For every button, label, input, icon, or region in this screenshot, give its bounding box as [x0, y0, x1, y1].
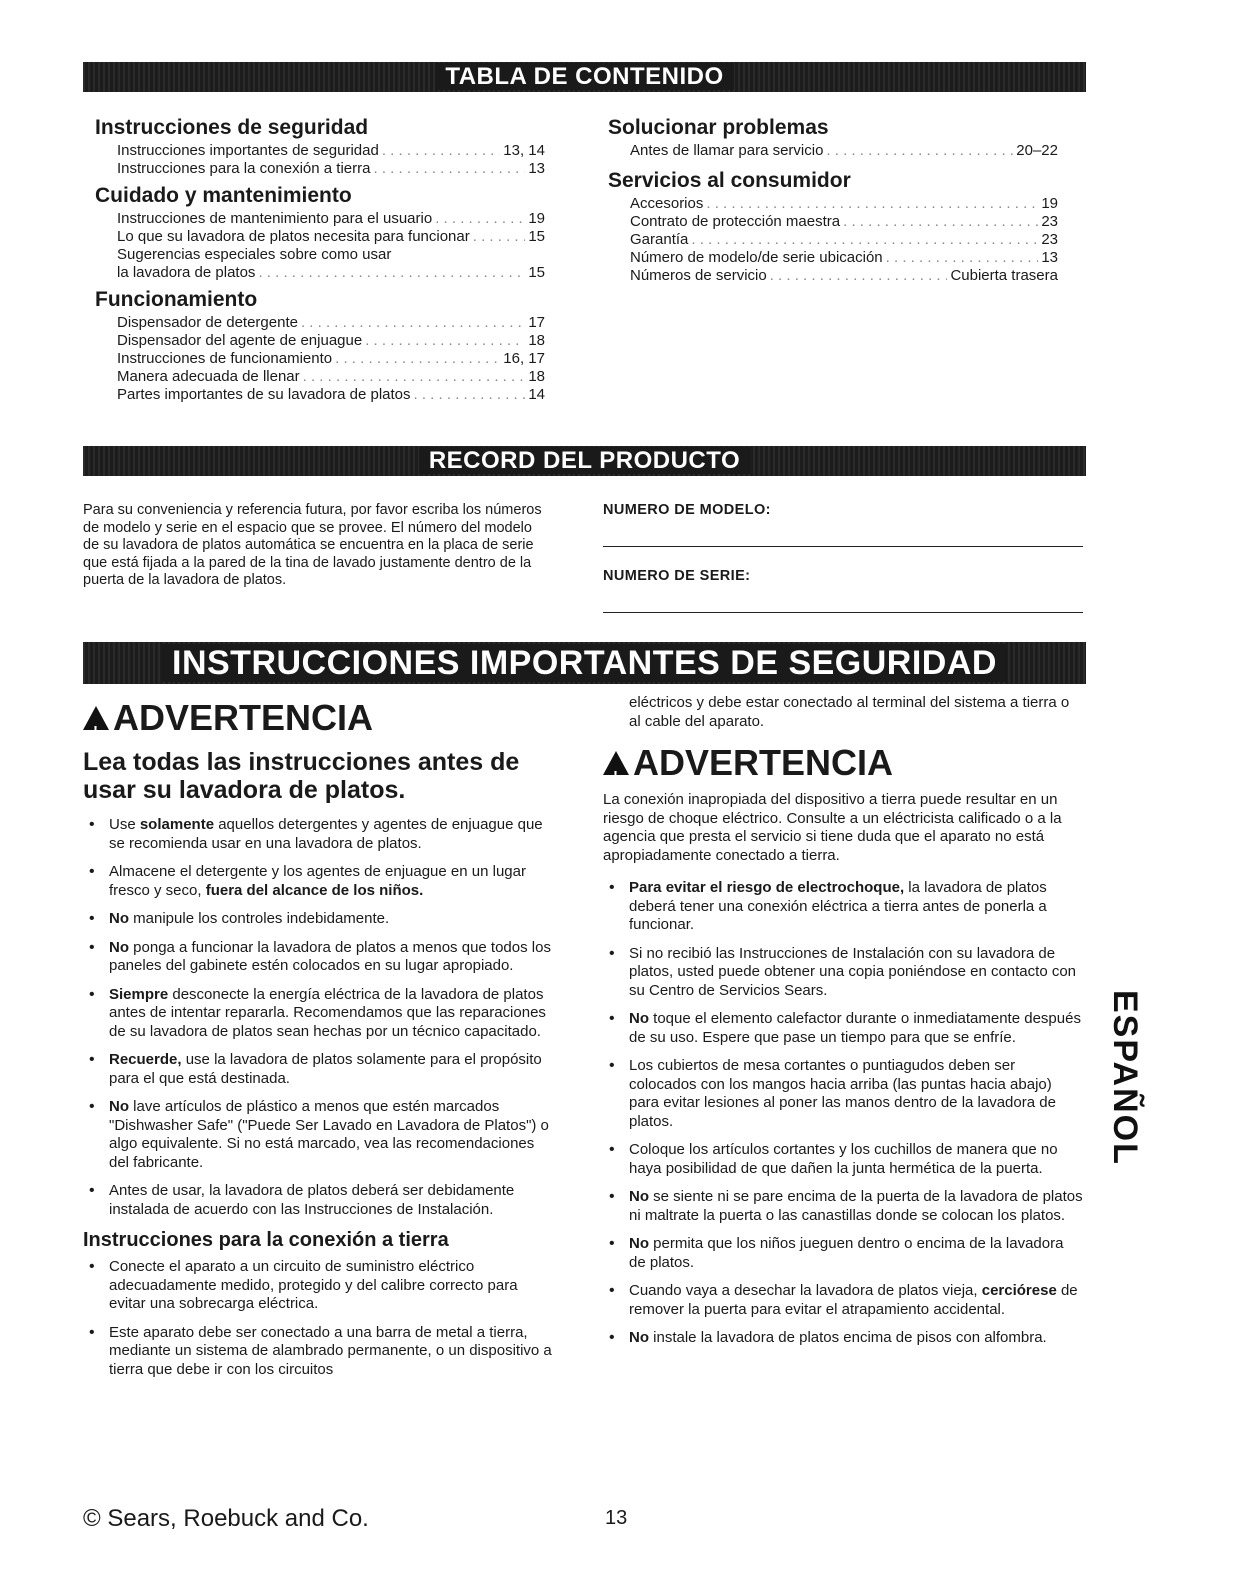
toc-entry-label: Lo que su lavadora de platos necesita para funcionar — [117, 228, 470, 245]
toc-entry — [608, 213, 1058, 231]
toc-entry-label: Número de modelo/de serie ubicación — [630, 249, 883, 266]
bullet-text: Este aparato debe ser conectado a una barra de metal a tierra, mediante un sistema de alambrado permanente, o un dispositivo a tierra que debe ir con los circuitos — [109, 1323, 552, 1378]
toc-entry-label: Partes importantes de su lavadora de platos — [117, 386, 411, 403]
bullet-item — [83, 1324, 553, 1380]
bullet-emphasis: No — [629, 1188, 649, 1205]
bullet-emphasis: No — [629, 1235, 649, 1252]
toc-leader-dots — [826, 142, 1013, 160]
bullet-item — [83, 939, 553, 976]
toc-banner-title: TABLA DE CONTENIDO — [435, 63, 733, 90]
toc-entry-page: 18 — [528, 332, 545, 349]
toc-entry-label: Instrucciones importantes de seguridad — [117, 142, 379, 159]
serial-number-label: NUMERO DE SERIE: — [603, 568, 751, 584]
toc-leader-dots — [706, 195, 1038, 213]
model-number-label: NUMERO DE MODELO: — [603, 502, 771, 518]
toc-entry-page: 23 — [1041, 231, 1058, 248]
toc-entry-label: Dispensador de detergente — [117, 314, 298, 331]
toc-entry-page: 20–22 — [1016, 142, 1058, 159]
toc-entry — [608, 142, 1058, 160]
bullet-text: toque el elemento calefactor durante o inmediatamente después de su uso. Espere que pase un tiempo para que se enfríe. — [629, 1010, 1081, 1046]
ground-bullet-list — [83, 1258, 553, 1379]
bullet-item — [83, 1258, 553, 1314]
model-number-line — [603, 546, 1083, 547]
right-warning-text: La conexión inapropiada del dispositivo a tierra puede resultar en un riesgo de choque eléctrico. Consulte a un eléctricista calificado o a la agencia que presta el servicio si tiene duda que el aparato no está apropiadamente conectado a tierra. — [603, 791, 1062, 864]
toc-entry — [95, 142, 545, 160]
right-bullet-list — [603, 879, 1083, 1348]
toc-entry — [95, 246, 545, 264]
toc-section-heading: Solucionar problemas — [608, 116, 829, 139]
bullet-text: lave artículos de plástico a menos que estén marcados "Dishwasher Safe" ("Puede Ser Lavado en Lavadora de Platos") o algo equivalente. Si no está marcado, vea las recomendaciones del fabricante. — [109, 1098, 549, 1171]
bullet-text: desconecte la energía eléctrica de la lavadora de platos antes de intentar repararla. Recomendamos que las reparaciones de su lavadora de platos sean hechas por un técnico capacitado. — [109, 985, 546, 1040]
toc-leader-dots — [303, 368, 526, 386]
toc-entry-page: 16, 17 — [503, 350, 545, 367]
warning-heading — [83, 698, 553, 738]
bullet-text: de remover la puerta para evitar el atrapamiento accidental. — [629, 1282, 1078, 1318]
toc-leader-dots — [258, 264, 525, 282]
toc-leader-dots — [691, 231, 1038, 249]
toc-entry-label: Garantía — [630, 231, 689, 248]
record-fields — [603, 502, 1083, 613]
bullet-item — [603, 1188, 1083, 1225]
record-banner-title: RECORD DEL PRODUCTO — [419, 447, 750, 474]
warning-triangle-icon — [83, 706, 109, 730]
safety-left-column — [83, 698, 553, 1389]
right-continuation: eléctricos y debe estar conectado al terminal del sistema a tierra o al cable del aparato. — [629, 694, 1070, 730]
record-banner — [83, 446, 1086, 476]
toc-entry-page: 18 — [528, 368, 545, 385]
toc-entry-page: 17 — [528, 314, 545, 331]
toc-leader-dots — [770, 267, 948, 285]
bullet-text: instale la lavadora de platos encima de pisos con alfombra. — [649, 1329, 1047, 1346]
toc-leader-dots — [886, 249, 1039, 267]
bullet-item — [603, 1057, 1083, 1131]
bullet-emphasis: Recuerde, — [109, 1051, 182, 1068]
bullet-text: Use — [109, 816, 140, 833]
bullet-emphasis: No — [109, 910, 129, 927]
bullet-item — [603, 1329, 1083, 1348]
bullet-emphasis: Para evitar el riesgo de electrochoque, — [629, 879, 905, 896]
toc-entry-page: Cubierta trasera — [950, 267, 1058, 284]
toc-leader-dots — [365, 332, 525, 350]
toc-leader-dots — [473, 228, 526, 246]
toc-section-heading: Cuidado y mantenimiento — [95, 184, 352, 207]
toc-entry-label: Manera adecuada de llenar — [117, 368, 300, 385]
warning-triangle-icon — [603, 751, 629, 775]
page-number: 13 — [605, 1507, 628, 1529]
bullet-item — [603, 1010, 1083, 1047]
toc-entry-page: 23 — [1041, 213, 1058, 230]
toc-entry — [95, 210, 545, 228]
bullet-emphasis: fuera del alcance de los niños. — [205, 881, 424, 899]
toc-entry-page: 13, 14 — [503, 142, 545, 159]
toc-entry-label: la lavadora de platos — [117, 264, 256, 281]
bullet-text: Antes de usar, la lavadora de platos deberá ser debidamente instalada de acuerdo con las Instrucciones de Instalación. — [109, 1182, 515, 1218]
toc-entry-label: Accesorios — [630, 195, 704, 212]
toc-leader-dots — [382, 142, 500, 160]
bullet-item — [83, 986, 553, 1042]
toc-entry-label: Contrato de protección maestra — [630, 213, 841, 230]
bullet-text: se siente ni se pare encima de la puerta de la lavadora de platos ni maltrate la puerta o las canastillas donde se colocan los platos. — [629, 1188, 1083, 1224]
bullet-emphasis: Siempre — [109, 985, 169, 1003]
toc-section-heading: Servicios al consumidor — [608, 169, 851, 192]
bullet-emphasis: No — [629, 1010, 649, 1027]
toc-entry — [95, 228, 545, 246]
toc-section-heading: Instrucciones de seguridad — [95, 116, 369, 139]
bullet-item — [603, 1235, 1083, 1272]
toc-entry-page: 13 — [1041, 249, 1058, 266]
warning-heading-2 — [603, 743, 1083, 783]
bullet-emphasis: solamente — [139, 816, 215, 833]
lead-statement: Lea todas las instrucciones antes de usar su lavadora de platos. — [83, 748, 520, 804]
bullet-text: la lavadora de platos deberá tener una conexión eléctrica a tierra antes de ponerla a funcionar. — [629, 879, 1047, 933]
bullet-text: Si no recibió las Instrucciones de Instalación con su lavadora de platos, usted puede obtener una copia poniéndose en contacto con su Centro de Servicios Sears. — [629, 944, 1077, 999]
bullet-text: manipule los controles indebidamente. — [129, 910, 390, 927]
toc-entry-page: 19 — [528, 210, 545, 227]
bullet-text: ponga a funcionar la lavadora de platos a menos que todos los paneles del gabinete estén colocados en su lugar apropiado. — [109, 938, 551, 974]
toc-left-column — [95, 116, 545, 404]
toc-entry-page: 15 — [528, 228, 545, 245]
safety-banner-title: INSTRUCCIONES IMPORTANTES DE SEGURIDAD — [162, 644, 1007, 682]
bullet-item — [83, 1098, 553, 1172]
warning-word-2: ADVERTENCIA — [633, 742, 894, 783]
bullet-item — [603, 1141, 1083, 1178]
bullet-emphasis: No — [629, 1329, 649, 1346]
bullet-text: aquellos detergentes y agentes de enjuague que se recomienda usar en una lavadora de platos. — [109, 816, 543, 852]
copyright: © Sears, Roebuck and Co. — [83, 1505, 369, 1532]
toc-banner — [83, 62, 1086, 92]
toc-leader-dots — [414, 386, 526, 404]
bullet-item — [83, 910, 553, 929]
bullet-emphasis: cerciórese — [981, 1282, 1057, 1299]
bullet-item — [603, 1282, 1083, 1319]
toc-entry-page: 15 — [528, 264, 545, 281]
toc-entry-label: Instrucciones de funcionamiento — [117, 350, 333, 367]
serial-number-line — [603, 612, 1083, 613]
toc-section-heading: Funcionamiento — [95, 288, 258, 311]
toc-entry — [608, 231, 1058, 249]
toc-entry — [95, 368, 545, 386]
safety-banner — [83, 642, 1086, 684]
toc-entry-label: Dispensador del agente de enjuague — [117, 332, 363, 349]
bullet-item — [603, 879, 1083, 935]
toc-entry — [95, 332, 545, 350]
toc-entry-label: Instrucciones para la conexión a tierra — [117, 160, 371, 177]
left-bullet-list — [83, 816, 553, 1219]
bullet-text: permita que los niños jueguen dentro o encima de la lavadora de platos. — [629, 1235, 1064, 1271]
toc-entry-label: Instrucciones de mantenimiento para el usuario — [117, 210, 433, 227]
toc-entry — [608, 195, 1058, 213]
toc-leader-dots — [335, 350, 500, 368]
bullet-text: Coloque los artículos cortantes y los cuchillos de manera que no haya posibilidad de que dañen la junta hermética de la puerta. — [629, 1141, 1058, 1177]
toc-entry — [608, 267, 1058, 285]
toc-entry — [95, 386, 545, 404]
bullet-item — [83, 863, 553, 900]
toc-entry — [95, 314, 545, 332]
bullet-emphasis: No — [109, 938, 129, 956]
bullet-item — [603, 945, 1083, 1001]
bullet-text: Conecte el aparato a un circuito de suministro eléctrico adecuadamente medido, protegido y del calibre correcto para evitar una sobrecarga eléctrica. — [109, 1258, 518, 1312]
bullet-emphasis: No — [109, 1098, 129, 1115]
toc-leader-dots — [301, 314, 525, 332]
bullet-text: use la lavadora de platos solamente para el propósito para el que está destinada. — [109, 1051, 542, 1087]
bullet-item — [83, 816, 553, 853]
record-intro: Para su conveniencia y referencia futura, por favor escriba los números de modelo y serie en el espacio que se provee. El número del modelo de su lavadora de platos automática se encuentra en la placa de serie que está fijada a la pared de la tina de lavado justamente dentro de la puerta de la lavadora de platos. — [83, 502, 542, 588]
bullet-text: Los cubiertos de mesa cortantes o puntiagudos deben ser colocados con los mangos hacia arriba (las puntas hacia abajo) para evitar lesiones al poner las manos dentro de la lavadora de platos. — [629, 1057, 1056, 1130]
language-side-tab: ESPAÑOL — [1106, 990, 1144, 1166]
toc-entry-label: Números de servicio — [630, 267, 767, 284]
safety-right-column — [603, 694, 1083, 1358]
toc-leader-dots — [435, 210, 525, 228]
toc-leader-dots — [373, 160, 525, 178]
toc-leader-dots — [843, 213, 1038, 231]
toc-entry-page: 13 — [528, 160, 545, 177]
toc-entry-page: 14 — [528, 386, 545, 403]
toc-entry — [608, 249, 1058, 267]
toc-entry — [95, 350, 545, 368]
toc-right-column — [608, 116, 1058, 285]
bullet-item — [83, 1182, 553, 1219]
bullet-text: Almacene el detergente y los agentes de enjuague en un lugar fresco y seco, — [109, 863, 526, 899]
toc-entry-label: Sugerencias especiales sobre como usar — [117, 246, 392, 263]
toc-entry — [95, 264, 545, 282]
toc-entry-page: 19 — [1041, 195, 1058, 212]
bullet-item — [83, 1051, 553, 1088]
bullet-text: Cuando vaya a desechar la lavadora de platos vieja, — [629, 1282, 982, 1299]
toc-entry-label: Antes de llamar para servicio — [630, 142, 824, 159]
warning-word: ADVERTENCIA — [113, 697, 374, 738]
ground-heading: Instrucciones para la conexión a tierra — [83, 1229, 449, 1251]
toc-entry — [95, 160, 545, 178]
